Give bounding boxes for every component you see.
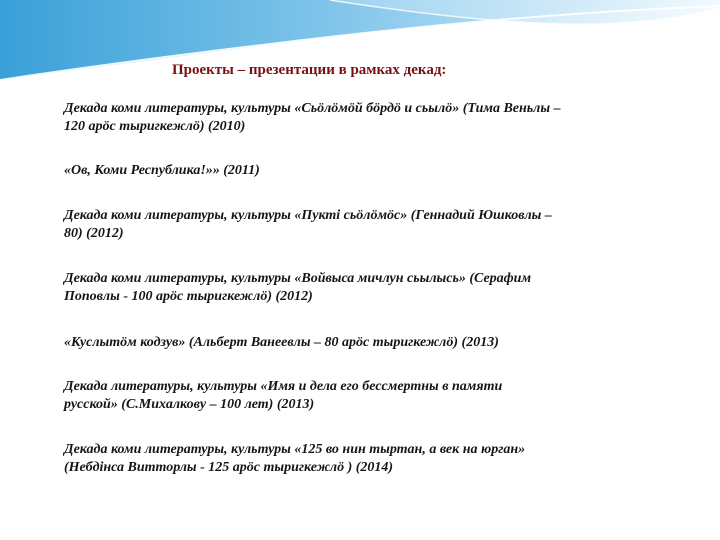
list-item [64, 207, 676, 243]
list-item [64, 100, 676, 136]
list-item-line: Декада коми литературы, культуры «Пукті сьöлöмöс» (Геннадий Юшковлы – [64, 208, 552, 223]
list-item-line: Декада литературы, культуры «Имя и дела его бессмертны в памяти [64, 379, 503, 394]
list-item-line: 120 арöс тыригкежлö) (2010) [64, 119, 246, 134]
list-item [64, 334, 676, 352]
list-item-line: Декада коми литературы, культуры «Войвыса мичлун сьылысь» (Серафим [64, 271, 532, 286]
list-item-line: (Небдінса Витторлы - 125 арöс тыригкежлö ) (2014) [64, 460, 394, 475]
list-item [64, 441, 676, 477]
list-item-line: русской» (С.Михалкову – 100 лет) (2013) [64, 397, 315, 412]
list-item-line: Декада коми литературы, культуры «Сьöлöмöй бöрдö и сьылö» (Тима Веньлы – [64, 101, 561, 116]
list-item [64, 270, 676, 306]
list-item-line: Поповлы - 100 арöс тыригкежлö) (2012) [64, 289, 313, 304]
slide-title: Проекты – презентации в рамках декад: [172, 62, 447, 78]
list-item [64, 162, 676, 180]
list-item-line: 80) (2012) [64, 226, 124, 241]
list-item-line: «Ов, Коми Республика!»» (2011) [64, 163, 260, 178]
list-item [64, 378, 676, 414]
list-item-line: Декада коми литературы, культуры «125 во нин тыртан, а век на юрган» [64, 442, 526, 457]
list-item-line: «Куслытöм кодзув» (Альберт Ванеевлы – 80 арöс тыригкежлö) (2013) [64, 335, 499, 350]
